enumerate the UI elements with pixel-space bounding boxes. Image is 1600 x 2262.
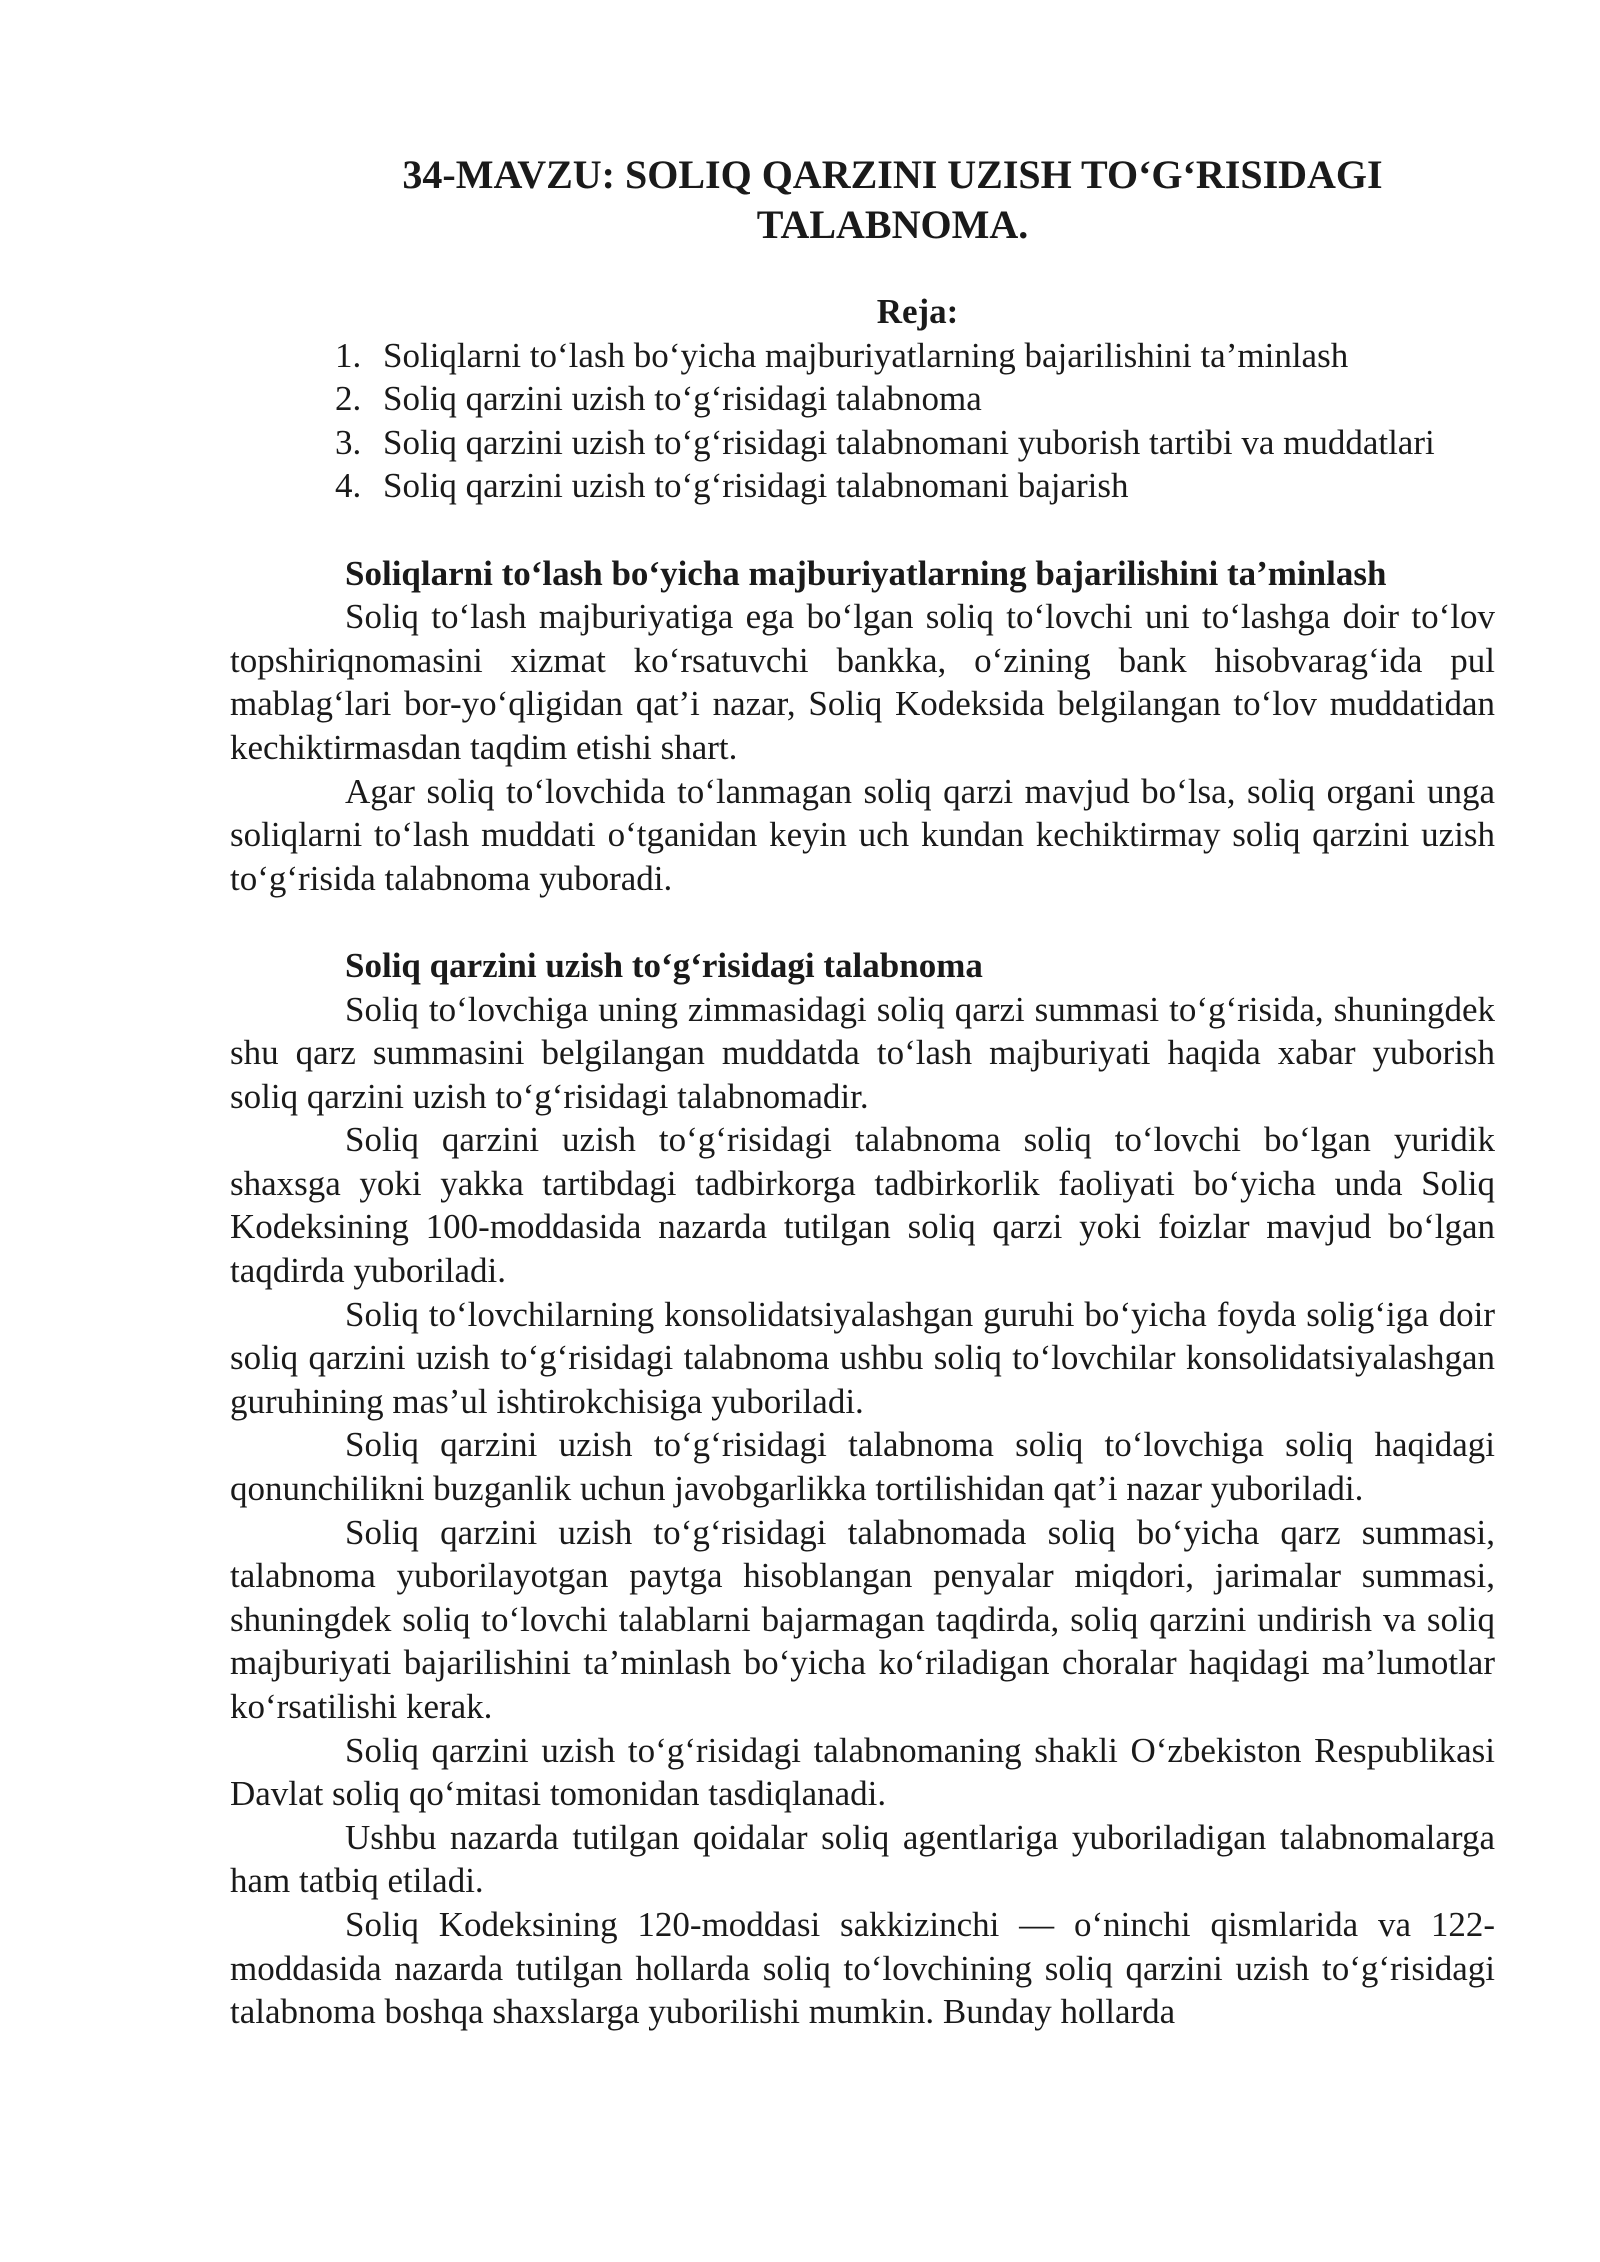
- plan-item-text: Soliq qarzini uzish to‘g‘risidagi talabnoma: [383, 379, 982, 419]
- plan-item-number: 3.: [335, 422, 362, 462]
- plan-section: [230, 290, 1495, 508]
- paragraph: Soliq qarzini uzish to‘g‘risidagi talabnomaning shakli O‘zbekiston Respublikasi Davlat soliq qo‘mitasi tomonidan tasdiqlanadi.: [230, 1730, 1495, 1814]
- plan-item: [335, 334, 1495, 378]
- plan-item: [335, 464, 1495, 508]
- section-heading: Soliqlarni to‘lash bo‘yicha majburiyatlarning bajarilishini ta’minlash: [345, 553, 1387, 593]
- plan-heading: Reja:: [876, 292, 959, 331]
- plan-item-number: 1.: [335, 335, 362, 375]
- paragraph: Soliq to‘lash majburiyatiga ega bo‘lgan soliq to‘lovchi uni to‘lashga doir to‘lov topshiriqnomasini xizmat ko‘rsatuvchi bankka, o‘zining bank hisobvarag‘ida pul mablag‘lari bor-yo‘qligidan qat’i nazar, Soliq Kodeksida belgilangan to‘lov muddatidan kechiktirmasdan taqdim etishi shart.: [230, 597, 1495, 767]
- section-obligations: [230, 552, 1495, 901]
- page-title: 34-MAVZU: SOLIQ QARZINI UZISH TO‘G‘RISIDAGI TALABNOMA.: [402, 152, 1383, 247]
- paragraph: Soliq to‘lovchiga uning zimmasidagi soliq qarzi summasi to‘g‘risida, shuningdek shu qarz summasini belgilangan muddatda to‘lash majburiyati haqida xabar yuborish soliq qarzini uzish to‘g‘risidagi talabnomadir.: [230, 989, 1495, 1116]
- plan-item-text: Soliq qarzini uzish to‘g‘risidagi talabnomani bajarish: [383, 466, 1129, 506]
- plan-item-number: 4.: [335, 466, 362, 506]
- plan-list: [230, 334, 1495, 508]
- document-page: [230, 150, 1495, 2034]
- plan-item-text: Soliq qarzini uzish to‘g‘risidagi talabnomani yuborish tartibi va muddatlari: [383, 422, 1435, 462]
- paragraph: Ushbu nazarda tutilgan qoidalar soliq agentlariga yuboriladigan talabnomalarga ham tatbiq etiladi.: [230, 1817, 1495, 1901]
- plan-item: [335, 421, 1495, 465]
- paragraph: Soliq qarzini uzish to‘g‘risidagi talabnoma soliq to‘lovchiga soliq haqidagi qonunchilikni buzganlik uchun javobgarlikka tortilishidan qat’i nazar yuboriladi.: [230, 1425, 1495, 1509]
- section-demand-notice: [230, 944, 1495, 2034]
- paragraph: Soliq qarzini uzish to‘g‘risidagi talabnoma soliq to‘lovchi bo‘lgan yuridik shaxsga yoki yakka tartibdagi tadbirkorga tadbirkorlik faoliyati bo‘yicha unda Soliq Kodeksining 100-moddasida nazarda tutilgan soliq qarzi yoki foizlar mavjud bo‘lgan taqdirda yuboriladi.: [230, 1120, 1495, 1291]
- plan-item: [335, 377, 1495, 421]
- paragraph: Soliq qarzini uzish to‘g‘risidagi talabnomada soliq bo‘yicha qarz summasi, talabnoma yuborilayotgan paytga hisoblangan penyalar miqdori, jarimalar summasi, shuningdek soliq to‘lovchi talablarni bajarmagan taqdirda, soliq qarzini undirish va soliq majburiyati bajarilishini ta’minlash bo‘yicha ko‘riladigan choralar haqidagi ma’lumotlar ko‘rsatilishi kerak.: [230, 1512, 1495, 1726]
- plan-item-number: 2.: [335, 379, 362, 419]
- paragraph: Soliq Kodeksining 120-moddasi sakkizinchi — o‘ninchi qismlarida va 122-moddasida nazarda tutilgan hollarda soliq to‘lovchining soliq qarzini uzish to‘g‘risidagi talabnoma boshqa shaxslarga yuborilishi mumkin. Bunday hollarda: [230, 1904, 1495, 2032]
- plan-item-text: Soliqlarni to‘lash bo‘yicha majburiyatlarning bajarilishini ta’minlash: [383, 335, 1349, 375]
- paragraph: Soliq to‘lovchilarning konsolidatsiyalashgan guruhi bo‘yicha foyda solig‘iga doir soliq qarzini uzish to‘g‘risidagi talabnoma ushbu soliq to‘lovchilar konsolidatsiyalashgan guruhining mas’ul ishtirokchisiga yuboriladi.: [230, 1294, 1495, 1421]
- paragraph: Agar soliq to‘lovchida to‘lanmagan soliq qarzi mavjud bo‘lsa, soliq organi unga soliqlarni to‘lash muddati o‘tganidan keyin uch kundan kechiktirmay soliq qarzini uzish to‘g‘risida talabnoma yuboradi.: [230, 771, 1495, 898]
- section-heading: Soliq qarzini uzish to‘g‘risidagi talabnoma: [345, 945, 983, 985]
